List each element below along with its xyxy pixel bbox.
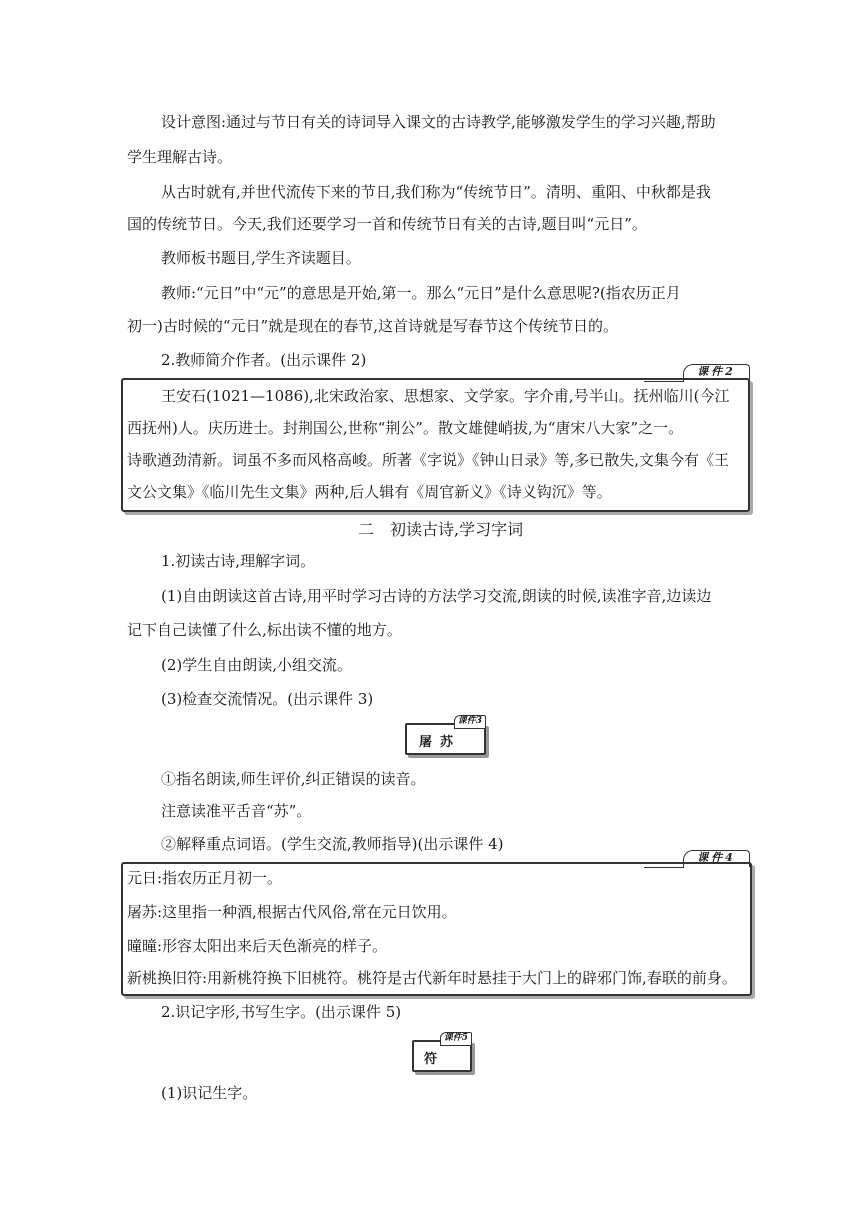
step-heading: 2.识记字形,书写生字。(出示课件 5)	[161, 1003, 402, 1021]
paragraph-line: 记下自己读懂了什么,标出读不懂的地方。	[127, 621, 402, 639]
step-heading: 2.教师简介作者。(出示课件 2)	[161, 351, 367, 369]
courseware-4-line: 曈曈:形容太阳出来后天色渐亮的样子。	[127, 937, 388, 955]
paragraph-line: (2)学生自由朗读,小组交流。	[161, 656, 353, 674]
courseware-3-card	[405, 716, 486, 755]
paragraph-line: ②解释重点词语。(学生交流,教师指导)(出示课件 4)	[161, 835, 504, 853]
paragraph-line: (3)检查交流情况。(出示课件 3)	[161, 690, 374, 708]
design-intent-line-2: 学生理解古诗。	[127, 148, 233, 166]
paragraph-line: 教师板书题目,学生齐读题目。	[161, 249, 361, 267]
paragraph-line: 从古时就有,并世代流传下来的节日,我们称为“传统节日”。清明、重阳、中秋都是我	[161, 183, 711, 201]
courseware-4-tag: 课件4	[683, 850, 750, 867]
paragraph-line: (1)识记生字。	[161, 1084, 258, 1102]
paragraph-line: 注意读准平舌音“苏”。	[161, 802, 312, 820]
courseware-4-line: 新桃换旧符:用新桃符换下旧桃符。桃符是古代新年时悬挂于大门上的辟邪门饰,春联的前身。	[127, 969, 737, 987]
courseware-3-tag: 课件3	[454, 715, 486, 729]
paragraph-line: (1)自由朗读这首古诗,用平时学习古诗的方法学习交流,朗读的时候,读准字音,边读边	[161, 587, 712, 605]
paragraph-line: ①指名朗读,师生评价,纠正错误的读音。	[161, 770, 426, 788]
section-heading: 二 初读古诗,学习字词	[358, 520, 524, 539]
courseware-2-line: 诗歌遒劲清新。词虽不多而风格高峻。所著《字说》《钟山日录》等,多已散失,文集今有《王	[127, 451, 730, 469]
courseware-4-box	[121, 862, 752, 996]
step-heading: 1.初读古诗,理解字词。	[161, 552, 316, 570]
courseware-5-tag: 课件5	[440, 1032, 472, 1046]
paragraph-line: 教师:“元日”中“元”的意思是开始,第一。那么“元日”是什么意思呢?(指农历正月	[161, 284, 681, 302]
paragraph-line: 国的传统节日。今天,我们还要学习一首和传统节日有关的古诗,题目叫“元日”。	[127, 215, 647, 233]
courseware-2-line: 王安石(1021—1086),北宋政治家、思想家、文学家。字介甫,号半山。抚州临川(今江	[161, 387, 730, 405]
courseware-4-line: 屠苏:这里指一种酒,根据古代风俗,常在元日饮用。	[127, 903, 457, 921]
courseware-5-word: 符	[424, 1052, 446, 1067]
courseware-4-line: 元日:指农历正月初一。	[127, 869, 283, 887]
courseware-2-line: 西抚州)人。庆历进士。封荆国公,世称“荆公”。散文雄健峭拔,为“唐宋八大家”之一。	[127, 419, 684, 437]
courseware-2-tag: 课件2	[683, 364, 750, 381]
design-intent-line-1: 设计意图:通过与节日有关的诗词导入课文的古诗教学,能够激发学生的学习兴趣,帮助	[161, 113, 716, 131]
courseware-5-card	[412, 1033, 472, 1072]
courseware-3-word: 屠苏	[419, 735, 462, 750]
courseware-2-box	[121, 378, 750, 512]
courseware-2-line: 文公文集》《临川先生文集》两种,后人辑有《周官新义》《诗义钩沉》等。	[127, 483, 612, 501]
paragraph-line: 初一)古时候的“元日”就是现在的春节,这首诗就是写春节这个传统节日的。	[127, 317, 618, 335]
